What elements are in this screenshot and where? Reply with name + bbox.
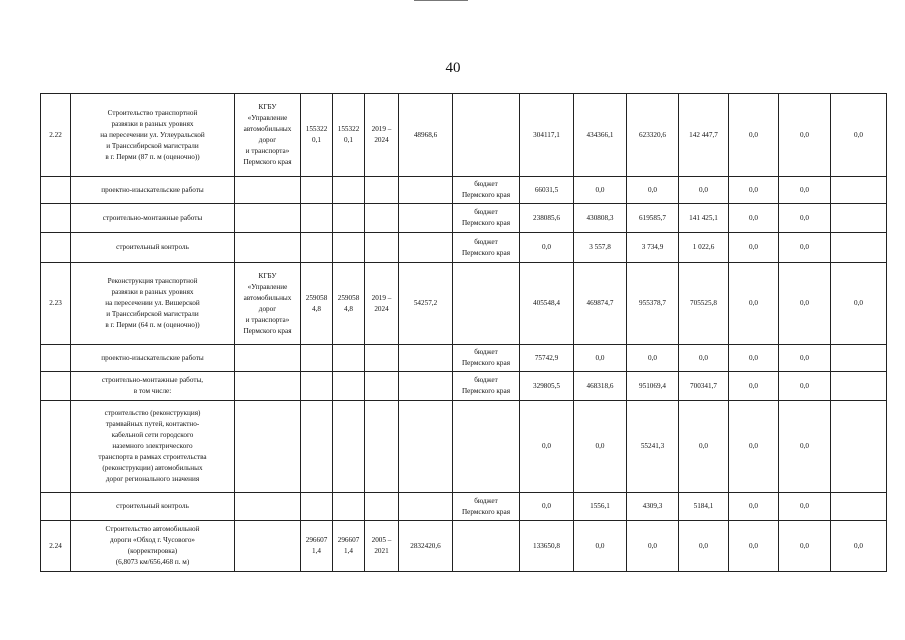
amount-f: 0,0 [779, 493, 831, 521]
row-number [41, 177, 71, 204]
value-1-line: 1,4 [312, 547, 321, 555]
amount-e: 0,0 [729, 401, 779, 493]
total-cost [399, 177, 453, 204]
value-1 [301, 493, 333, 521]
total-cost: 2832420,6 [399, 521, 453, 572]
object-name [71, 263, 235, 345]
years [365, 493, 399, 521]
value-1 [301, 233, 333, 263]
organization [235, 263, 301, 345]
work-name [71, 372, 235, 401]
value-2 [333, 233, 365, 263]
amount-d: 0,0 [679, 401, 729, 493]
total-cost [399, 204, 453, 233]
object-name-line: дороги «Обход г. Чусового» [109, 536, 196, 544]
amount-d: 141 425,1 [679, 204, 729, 233]
row-number: 2.23 [41, 263, 71, 345]
funding-source-line: бюджет [474, 348, 498, 356]
funding-source [453, 372, 520, 401]
work-name-line: трамвайных путей, контактно- [105, 420, 200, 428]
value-1 [301, 372, 333, 401]
amount-d: 0,0 [679, 177, 729, 204]
amount-a: 0,0 [520, 233, 574, 263]
amount-b: 468318,6 [574, 372, 627, 401]
funding-source-line: Пермского края [461, 248, 511, 257]
value-2-line: 296607 [337, 536, 360, 544]
organization [235, 345, 301, 372]
organization-line: КГБУ [258, 271, 277, 280]
amount-g [831, 204, 887, 233]
table-row [41, 401, 887, 493]
value-1 [301, 177, 333, 204]
amount-b: 469874,7 [574, 263, 627, 345]
amount-f: 0,0 [779, 521, 831, 572]
years [365, 521, 399, 572]
object-name-line: и Транссибирской магистрали [106, 310, 199, 318]
value-2 [333, 204, 365, 233]
value-2-line: 0,1 [344, 136, 353, 144]
amount-a: 0,0 [520, 401, 574, 493]
work-name-line: в том числе: [133, 387, 172, 395]
years-line: 2019 – [371, 293, 392, 302]
organization-line: автомобильных [243, 293, 292, 302]
organization [235, 372, 301, 401]
amount-d: 1 022,6 [679, 233, 729, 263]
years [365, 233, 399, 263]
funding-source-line: бюджет [474, 208, 498, 216]
table-row [41, 233, 887, 263]
amount-b: 1556,1 [574, 493, 627, 521]
organization [235, 204, 301, 233]
top-rule [414, 0, 468, 1]
object-name-line: развязки в разных уровнях [111, 119, 194, 128]
amount-a: 405548,4 [520, 263, 574, 345]
value-1-line: 259058 [305, 293, 328, 302]
organization [235, 94, 301, 177]
amount-b: 430808,3 [574, 204, 627, 233]
page-number: 40 [445, 60, 461, 76]
total-cost: 48968,6 [399, 94, 453, 177]
amount-c: 4309,3 [627, 493, 679, 521]
row-number [41, 493, 71, 521]
years-line: 2024 [374, 304, 389, 313]
table-row [41, 94, 887, 177]
amount-c: 623320,6 [627, 94, 679, 177]
years [365, 177, 399, 204]
years-line: 2024 [374, 136, 389, 144]
object-name-line: (корректировка) [127, 547, 178, 555]
amount-c: 55241,3 [627, 401, 679, 493]
amount-a: 133650,8 [520, 521, 574, 572]
amount-b: 0,0 [574, 345, 627, 372]
work-name-line: транспорта в рамках строительства [98, 453, 207, 461]
amount-e: 0,0 [729, 493, 779, 521]
amount-g [831, 401, 887, 493]
value-1 [301, 345, 333, 372]
funding-source [453, 401, 520, 493]
object-name-line: (6,8073 км/656,468 п. м) [115, 558, 190, 566]
amount-a: 238085,6 [520, 204, 574, 233]
table-row [41, 372, 887, 401]
value-2 [333, 493, 365, 521]
organization-line: и транспорта» [245, 315, 290, 324]
work-name [71, 345, 235, 372]
organization-line: «Управление [247, 282, 288, 291]
funding-source-line: Пермского края [461, 219, 511, 227]
amount-a: 75742,9 [520, 345, 574, 372]
organization [235, 233, 301, 263]
table-body [41, 94, 887, 572]
value-2 [333, 372, 365, 401]
value-2-line: 155322 [337, 125, 360, 133]
amount-f: 0,0 [779, 233, 831, 263]
work-name-line: строительный контроль [116, 502, 189, 510]
organization [235, 521, 301, 572]
object-name-line: на пересечении ул. Углеуральской [100, 130, 205, 139]
total-cost [399, 233, 453, 263]
total-cost [399, 401, 453, 493]
amount-e: 0,0 [729, 263, 779, 345]
row-number [41, 372, 71, 401]
amount-a: 0,0 [520, 493, 574, 521]
funding-source [453, 204, 520, 233]
work-name-line: наземного электрического [112, 442, 193, 450]
amount-f: 0,0 [779, 177, 831, 204]
funding-source [453, 521, 520, 572]
years-line: 2019 – [371, 125, 392, 133]
amount-a: 66031,5 [520, 177, 574, 204]
work-name-line: строительно-монтажные работы, [101, 376, 204, 384]
amount-g [831, 372, 887, 401]
object-name [71, 521, 235, 572]
work-name [71, 233, 235, 263]
amount-e: 0,0 [729, 521, 779, 572]
amount-c: 0,0 [627, 177, 679, 204]
total-cost [399, 345, 453, 372]
total-cost [399, 372, 453, 401]
amount-d: 0,0 [679, 521, 729, 572]
amount-g [831, 177, 887, 204]
value-1 [301, 94, 333, 177]
funding-source [453, 263, 520, 345]
total-cost [399, 493, 453, 521]
amount-g [831, 233, 887, 263]
years [365, 94, 399, 177]
work-name [71, 204, 235, 233]
organization-line: автомобильных [243, 125, 292, 133]
table-row [41, 521, 887, 572]
funding-source-line: Пермского края [461, 359, 511, 367]
amount-d: 700341,7 [679, 372, 729, 401]
organization-line: Пермского края [243, 158, 292, 166]
object-name-line: в г. Перми (64 п. м (оценочно)) [105, 321, 200, 329]
value-2 [333, 345, 365, 372]
amount-b: 3 557,8 [574, 233, 627, 263]
row-number: 2.24 [41, 521, 71, 572]
table-row [41, 177, 887, 204]
funding-source-line: бюджет [474, 237, 498, 246]
funding-source [453, 345, 520, 372]
work-name [71, 401, 235, 493]
amount-d: 705525,8 [679, 263, 729, 345]
funding-source-line: Пермского края [461, 191, 511, 199]
organization [235, 401, 301, 493]
amount-f: 0,0 [779, 345, 831, 372]
amount-e: 0,0 [729, 177, 779, 204]
organization-line: Пермского края [243, 326, 292, 335]
value-1-line: 155322 [305, 125, 328, 133]
work-name-line: (реконструкции) автомобильных [102, 464, 203, 472]
amount-a: 304117,1 [520, 94, 574, 177]
value-2-line: 4,8 [344, 304, 353, 313]
table-row [41, 345, 887, 372]
amount-e: 0,0 [729, 204, 779, 233]
value-1 [301, 521, 333, 572]
table-row [41, 263, 887, 345]
amount-b: 0,0 [574, 177, 627, 204]
funding-source [453, 493, 520, 521]
amount-c: 3 734,9 [627, 233, 679, 263]
amount-g: 0,0 [831, 263, 887, 345]
amount-c: 951069,4 [627, 372, 679, 401]
work-name-line: кабельной сети городского [111, 431, 194, 439]
years [365, 345, 399, 372]
years [365, 401, 399, 493]
organization-line: КГБУ [258, 103, 277, 111]
table-row [41, 493, 887, 521]
amount-g [831, 493, 887, 521]
amount-e: 0,0 [729, 94, 779, 177]
amount-c: 0,0 [627, 345, 679, 372]
object-name-line: Строительство автомобильной [105, 525, 200, 533]
investment-table [40, 93, 887, 572]
years [365, 204, 399, 233]
amount-g: 0,0 [831, 521, 887, 572]
object-name-line: развязки в разных уровнях [111, 288, 194, 296]
organization-line: дорог [258, 136, 277, 144]
row-number [41, 401, 71, 493]
value-2 [333, 263, 365, 345]
row-number [41, 204, 71, 233]
work-name-line: строительство (реконструкция) [104, 409, 201, 417]
work-name-line: проектно-изыскательские работы [101, 185, 204, 194]
organization-line: «Управление [247, 114, 288, 122]
amount-c: 955378,7 [627, 263, 679, 345]
value-2-line: 259058 [337, 293, 360, 302]
amount-g: 0,0 [831, 94, 887, 177]
object-name [71, 94, 235, 177]
amount-d: 142 447,7 [679, 94, 729, 177]
object-name-line: на пересечении ул. Вишерской [105, 299, 200, 307]
amount-b: 0,0 [574, 521, 627, 572]
amount-e: 0,0 [729, 372, 779, 401]
table-row [41, 204, 887, 233]
value-2 [333, 521, 365, 572]
funding-source-line: бюджет [474, 496, 498, 505]
amount-f: 0,0 [779, 372, 831, 401]
funding-source-line: Пермского края [461, 507, 511, 516]
organization-line: и транспорта» [245, 147, 290, 155]
total-cost: 54257,2 [399, 263, 453, 345]
value-2 [333, 401, 365, 493]
amount-f: 0,0 [779, 263, 831, 345]
work-name [71, 493, 235, 521]
years-line: 2005 – [371, 536, 392, 544]
amount-b: 0,0 [574, 401, 627, 493]
value-2-line: 1,4 [344, 547, 353, 555]
amount-b: 434366,1 [574, 94, 627, 177]
value-1-line: 4,8 [312, 304, 321, 313]
amount-f: 0,0 [779, 94, 831, 177]
value-1 [301, 263, 333, 345]
value-1 [301, 204, 333, 233]
row-number: 2.22 [41, 94, 71, 177]
object-name-line: Реконструкция транспортной [107, 277, 198, 285]
amount-c: 0,0 [627, 521, 679, 572]
value-1-line: 296607 [305, 536, 328, 544]
amount-g [831, 345, 887, 372]
work-name [71, 177, 235, 204]
row-number [41, 345, 71, 372]
amount-e: 0,0 [729, 233, 779, 263]
value-2 [333, 177, 365, 204]
value-1 [301, 401, 333, 493]
funding-source-line: бюджет [474, 376, 498, 384]
years [365, 372, 399, 401]
amount-d: 5184,1 [679, 493, 729, 521]
funding-source [453, 177, 520, 204]
amount-f: 0,0 [779, 401, 831, 493]
amount-a: 329805,5 [520, 372, 574, 401]
work-name-line: строительно-монтажные работы [102, 213, 203, 222]
organization-line: дорог [258, 304, 277, 313]
row-number [41, 233, 71, 263]
object-name-line: в г. Перми (87 п. м (оценочно)) [105, 152, 200, 161]
work-name-line: дорог регионального значения [105, 475, 200, 483]
amount-d: 0,0 [679, 345, 729, 372]
organization [235, 177, 301, 204]
work-name-line: строительный контроль [116, 243, 189, 251]
amount-f: 0,0 [779, 204, 831, 233]
object-name-line: и Транссибирской магистрали [106, 141, 199, 150]
years-line: 2021 [374, 547, 389, 555]
years [365, 263, 399, 345]
funding-source-line: Пермского края [461, 387, 511, 395]
amount-c: 619585,7 [627, 204, 679, 233]
value-2 [333, 94, 365, 177]
amount-e: 0,0 [729, 345, 779, 372]
funding-source-line: бюджет [474, 180, 498, 188]
organization [235, 493, 301, 521]
funding-source [453, 233, 520, 263]
value-1-line: 0,1 [312, 136, 321, 144]
work-name-line: проектно-изыскательские работы [101, 353, 204, 362]
funding-source [453, 94, 520, 177]
object-name-line: Строительство транспортной [107, 108, 198, 117]
